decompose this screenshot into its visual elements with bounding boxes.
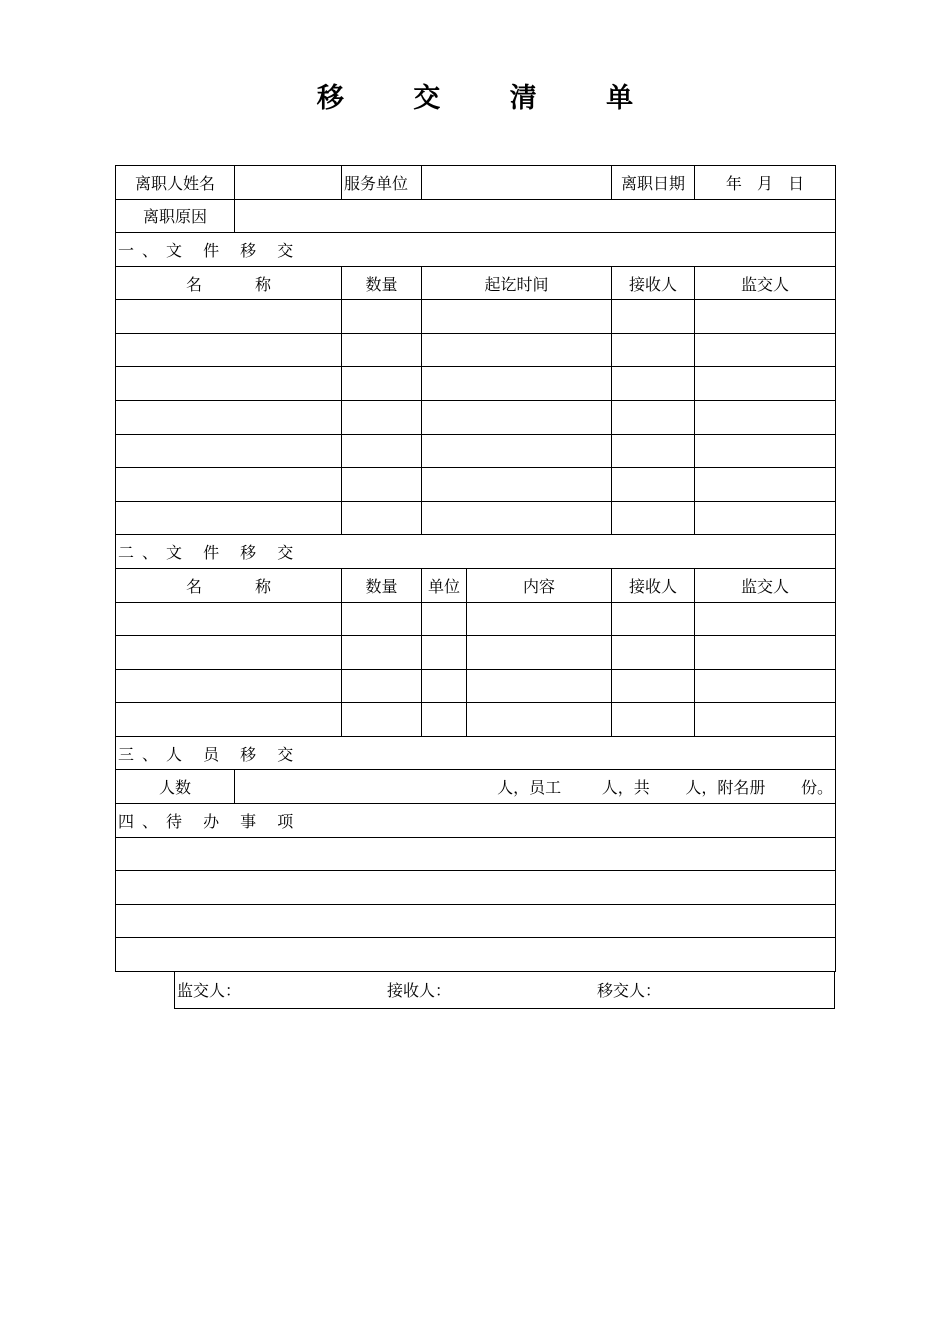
section2-title-row <box>116 535 836 569</box>
table-row <box>116 468 836 502</box>
section4-title-row <box>116 803 836 837</box>
table-row <box>116 367 836 401</box>
s1-col-name: 名 称 <box>116 266 342 300</box>
table-row <box>116 636 836 670</box>
reason-field[interactable] <box>235 199 836 233</box>
header-row-1 <box>116 166 836 200</box>
section2-header-row <box>116 568 836 602</box>
receiver-signature-label: 接收人： <box>387 981 452 1000</box>
table-row <box>116 703 836 737</box>
signature-row <box>174 972 835 1009</box>
s1-col-receiver: 接收人 <box>612 266 695 300</box>
todo-row <box>116 871 836 905</box>
section1-title-row <box>116 233 836 267</box>
s2-col-unit: 单位 <box>422 568 467 602</box>
s2-col-qty: 数量 <box>342 568 422 602</box>
section3-count-row <box>116 770 836 804</box>
header-row-2 <box>116 199 836 233</box>
section3-title: 三、人 员 移 交 <box>116 736 836 770</box>
s1-col-supervisor: 监交人 <box>695 266 836 300</box>
s1-col-qty: 数量 <box>342 266 422 300</box>
people-count-label: 人数 <box>116 770 235 804</box>
people-count-text[interactable]: 人，员工 人，共 人，附名册 份。 <box>235 770 836 804</box>
s2-col-receiver: 接收人 <box>612 568 695 602</box>
table-row <box>116 300 836 334</box>
date-label: 离职日期 <box>612 166 695 200</box>
table-row <box>116 602 836 636</box>
handover-form <box>115 165 836 972</box>
table-row <box>116 401 836 435</box>
section3-title-row <box>116 736 836 770</box>
name-label: 离职人姓名 <box>116 166 235 200</box>
s2-col-content: 内容 <box>467 568 612 602</box>
table-row <box>116 333 836 367</box>
unit-field[interactable] <box>422 166 612 200</box>
supervisor-signature-label: 监交人： <box>177 981 242 1000</box>
section1-header-row <box>116 266 836 300</box>
todo-row <box>116 837 836 871</box>
table-row <box>116 501 836 535</box>
table-row <box>116 434 836 468</box>
page-title: 移 交 清 单 <box>316 83 664 114</box>
section2-title: 二、文 件 移 交 <box>116 535 836 569</box>
date-field[interactable]: 年 月 日 <box>695 166 836 200</box>
s2-col-supervisor: 监交人 <box>695 568 836 602</box>
section4-title: 四、待 办 事 项 <box>116 803 836 837</box>
unit-label: 服务单位 <box>342 166 422 200</box>
name-field[interactable] <box>235 166 342 200</box>
s2-col-name: 名 称 <box>116 568 342 602</box>
todo-row <box>116 904 836 938</box>
todo-row <box>116 938 836 972</box>
reason-label: 离职原因 <box>116 199 235 233</box>
table-row <box>116 669 836 703</box>
section1-title: 一、文 件 移 交 <box>116 233 836 267</box>
transferor-signature-label: 移交人： <box>597 981 662 1000</box>
s1-col-period: 起讫时间 <box>422 266 612 300</box>
